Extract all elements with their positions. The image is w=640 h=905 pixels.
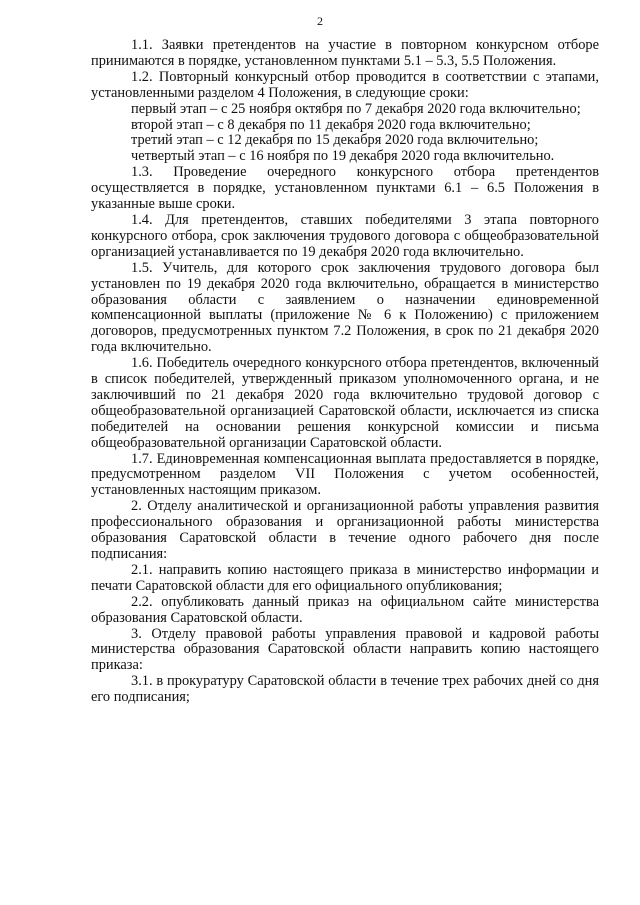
stage-three: третий этап – с 12 декабря по 15 декабря 2020 года включительно; [131, 132, 539, 149]
paragraph-1-6: 1.6. Победитель очередного конкурсного отбора претендентов, включенный в список победителей, утвержденный приказом уполномоченного органа, и не заключивший по 21 декабря 2020 года включительно трудовой договор с общеобразовательной организацией Саратовской области, исключается из списка победителей на основании решения конкурсной комиссии и письма общеобразовательной организации Саратовской области. [91, 355, 599, 451]
paragraph-1-2: 1.2. Повторный конкурсный отбор проводится в соответствии с этапами, установленными разделом 4 Положения, в следующие сроки: [91, 68, 599, 101]
paragraph-2-1: 2.1. направить копию настоящего приказа в министерство информации и печати Саратовской области для его официального опубликования; [91, 561, 599, 594]
paragraph-1-7: 1.7. Единовременная компенсационная выплата предоставляется в порядке, предусмотренном разделом VII Положения с учетом особенностей, установленных настоящим приказом. [91, 450, 599, 499]
paragraph-3: 3. Отделу правовой работы управления правовой и кадровой работы министерства образования Саратовской области направить копию настоящего приказа: [91, 625, 599, 674]
document-body [91, 38, 599, 706]
paragraph-2-2: 2.2. опубликовать данный приказ на официальном сайте министерства образования Саратовской области. [91, 593, 599, 626]
stage-two: второй этап – с 8 декабря по 11 декабря 2020 года включительно; [131, 116, 531, 133]
paragraph-3-1: 3.1. в прокуратуру Саратовской области в течение трех рабочих дней со дня его подписания; [91, 673, 599, 706]
paragraph-2: 2. Отделу аналитической и организационной работы управления развития профессионального образования и организационной работы министерства образования Саратовской области в течение одного рабочего дня после подписания: [91, 498, 599, 562]
stage-four: четвертый этап – с 16 ноября по 19 декабря 2020 года включительно. [131, 148, 555, 165]
paragraph-1-4: 1.4. Для претендентов, ставших победителями 3 этапа повторного конкурсного отбора, срок заключения трудового договора с общеобразовательной организацией устанавливается по 19 декабря 2020 года включительно. [91, 211, 599, 260]
paragraph-1-3: 1.3. Проведение очередного конкурсного отбора претендентов осуществляется в порядке, установленном пунктами 6.1 – 6.5 Положения в указанные выше сроки. [91, 164, 599, 213]
page-number: 2 [317, 14, 323, 28]
stage-one: первый этап – с 25 ноября октября по 7 декабря 2020 года включительно; [131, 100, 581, 117]
paragraph-1-5: 1.5. Учитель, для которого срок заключения трудового договора был установлен по 19 декабря 2020 года включительно, обращается в министерство образования области с заявлением о назначении единовременной компенсационной выплаты (приложение № 6 к Положению) с приложением договоров, предусмотренных пунктом 7.2 Положения, в срок по 21 декабря 2020 года включительно. [91, 259, 599, 356]
paragraph-1-1: 1.1. Заявки претендентов на участие в повторном конкурсном отборе принимаются в порядке, установленном пунктами 5.1 – 5.3, 5.5 Положения. [91, 37, 599, 69]
